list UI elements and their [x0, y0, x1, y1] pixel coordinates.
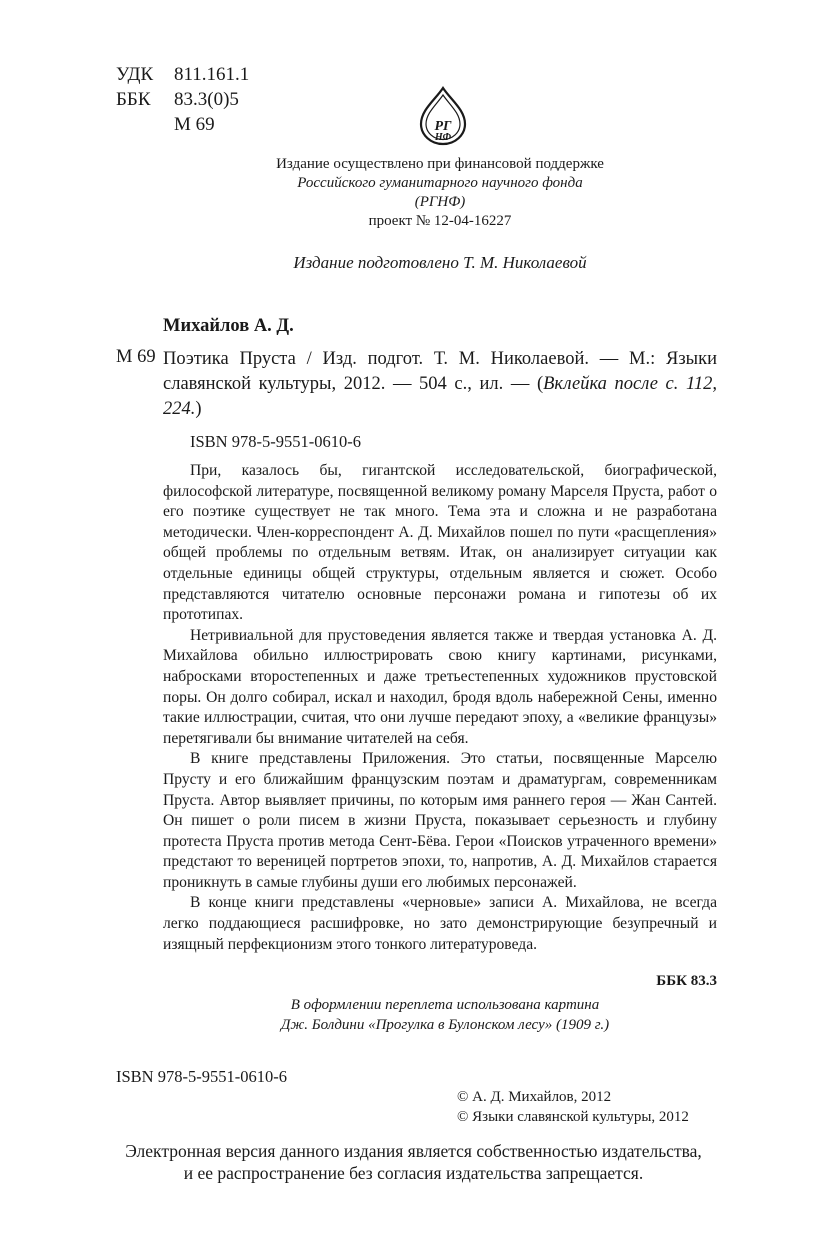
sponsor-line-3: (РГНФ) [414, 194, 466, 210]
sponsor-note [240, 155, 640, 231]
sponsor-project: проект № 12-04-16227 [368, 213, 512, 229]
author-mark-row [116, 112, 249, 137]
sponsor-line-2: Российского гуманитарного научного фонда [297, 175, 583, 191]
copyright-block [457, 1087, 689, 1127]
copyright-publisher: © Языки славянской культуры, 2012 [457, 1109, 689, 1125]
sponsor-line-1: Издание осуществлено при финансовой поддержке [276, 156, 604, 172]
svg-text:РГ: РГ [434, 119, 452, 134]
annotation [163, 461, 717, 955]
copyright-author: © А. Д. Михайлов, 2012 [457, 1089, 612, 1105]
bbk-label: ББК [116, 89, 151, 110]
annotation-paragraph-1: При, казалось бы, гигантской исследовательской, биографической, философской литературе, посвященной великому роману Марселя Пруста, работ о его поэтике существует не так много. Тема эта и сложна и не разработана методически. Член-корреспондент А. Д. Михайлов пошел по пути «расщепления» общей проблемы по отдельным ветвям. Итак, он анализирует ситуации как отдельные единицы общей структуры, отдельным является и сюжет. Особо представляются читателю основные персонажи романа и гипотезы об их прототипах. [163, 462, 717, 624]
bibliographic-description [163, 347, 717, 422]
biblio-insert-note: Вклейка после с. 112, 224. [163, 374, 717, 419]
classification-block [116, 62, 249, 137]
prepared-by: Издание подготовлено Т. М. Николаевой [293, 253, 587, 272]
udk-row [116, 62, 249, 87]
cover-line-1: В оформлении переплета использована картина [290, 997, 600, 1013]
author-mark-label [116, 112, 174, 137]
electronic-version-notice [60, 1140, 767, 1184]
notice-line-2: и ее распространение без согласия издательства запрещается. [183, 1163, 644, 1183]
isbn-bottom: ISBN 978-5-9551-0610-6 [116, 1067, 287, 1086]
biblio-close: ) [195, 399, 202, 419]
bbk-value: 83.3(0)5 [174, 89, 239, 110]
udk-label: УДК [116, 64, 154, 85]
author-code: М 69 [116, 347, 156, 367]
notice-line-1: Электронная версия данного издания является собственностью издательства, [125, 1141, 702, 1161]
cover-note [200, 995, 690, 1035]
bbk-row [116, 87, 249, 112]
annotation-paragraph-4: В конце книги представлены «черновые» записи А. Михайлова, не всегда легко поддающиеся расшифровке, но зато демонстрирующие безупречный и изящный перфекционизм этого тонкого литературоведа. [163, 894, 717, 953]
udk-value: 811.161.1 [174, 64, 250, 85]
bbk-bottom: ББК 83.3 [656, 973, 717, 989]
rgnf-logo-icon [417, 86, 469, 146]
author-mark-value: М 69 [174, 114, 215, 135]
biblio-main: Поэтика Пруста / Изд. подгот. Т. М. Николаевой. — М.: Языки славянской культуры, 2012. — 504 с., ил. — ( [163, 349, 717, 394]
annotation-paragraph-2: Нетривиальной для прустоведения является также и твердая установка А. Д. Михайлова обильно иллюстрировать свою книгу картинами, рисунками, набросками второстепенных и даже третьестепенных художников прустовской поры. Он долго собирал, искал и находил, бродя вдоль набережной Сены, именно такие иллюстрации, считая, что они лучше передают эпоху, а «великие французы» перетягивали бы внимание читателей на себя. [163, 626, 717, 747]
cover-line-2: Дж. Болдини «Прогулка в Булонском лесу» (1909 г.) [280, 1017, 610, 1033]
svg-text:НФ: НФ [434, 132, 452, 143]
author-heading: Михайлов А. Д. [163, 316, 294, 336]
annotation-paragraph-3: В книге представлены Приложения. Это статьи, посвященные Марселю Прусту и его ближайшим французским поэтам и драматургам, современникам Пруста. Автор выявляет причины, по которым имя раннего героя — Жан Сантей. Он пишет о роли писем в жизни Пруста, показывает серьезность и глубину протеста Пруста против метода Сент-Бёва. Герои «Поисков утраченного времени» предстают то вереницей портретов эпохи, то, напротив, А. Д. Михайлов старается проникнуть в самые глубины души его любимых персонажей. [163, 750, 717, 891]
isbn-top: ISBN 978-5-9551-0610-6 [190, 432, 361, 451]
